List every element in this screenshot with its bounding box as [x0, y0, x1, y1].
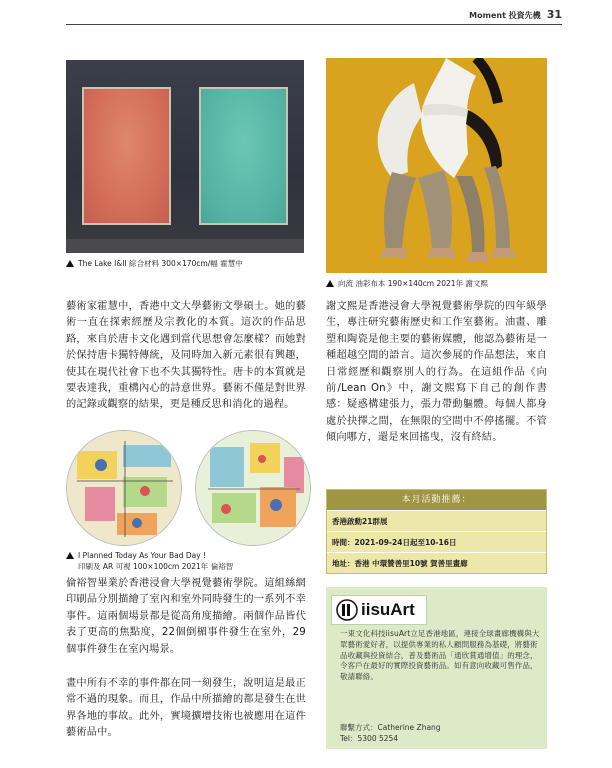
promo-title: 本月活動推薦： — [327, 490, 546, 510]
planned-caption-line2: 印刷及 AR 可視 100×100cm 2021年 倫裕智 — [78, 562, 234, 571]
lake-caption: The Lake I&II 綜合材料 300×170cm/幅 霍慧中 — [66, 259, 243, 269]
planned-caption-line1: I Planned Today As Your Bad Day ! — [66, 551, 206, 561]
contact-tel: Tel：5300 5254 — [340, 734, 399, 743]
article-paragraph-1: 藝術家霍慧中，香港中文大學藝術文學碩士。她的藝術一直在探索經歷及宗教化的本質。這次的作品思路，來自於唐卡文化遇到當代思想會怎麼樣？而她對於保持唐卡獨特傳統，及同時加入新元素很有興趣，使其在現代社會下也不失其獨特性。唐卡的本質就是要表達我，重構內心的詩意世界。藝術不僅是對世界的記錄或觀察的結果，更是種反思和消化的過程。 — [66, 301, 306, 411]
sponsor-description: 一束文化科技iisuArt立足香港地區，連接全球畫廊機構與大眾藝術愛好者，以提供專業的私人顧問服務為基礎，將藝術品收藏與投資結合，普及藝術品「通欣賞通增值」的理念，令客戶在最好的實際投資藝術品。如有意向收藏可售作品，敬請聯絡。 — [340, 629, 540, 682]
page-number: 31 — [546, 8, 562, 21]
teal-panel — [199, 87, 288, 225]
lean-caption: 向流 油彩布本 190×140cm 2021年 謝文熙 — [326, 279, 488, 289]
brand-mark-icon — [336, 599, 358, 621]
planned-outdoor-artwork-image — [195, 430, 311, 546]
triangle-icon — [326, 280, 334, 287]
sponsor-box — [326, 587, 547, 749]
sponsor-contact — [340, 722, 441, 744]
promo-time: 時間：2021-09-24日起至10-16日 — [327, 531, 546, 552]
brand-name: iisuArt — [361, 600, 415, 619]
section-title: Moment 投資先機 — [469, 11, 541, 20]
red-panel — [82, 87, 171, 225]
triangle-icon — [66, 260, 74, 267]
article-paragraph-3: 畫中所有不幸的事件都在同一刻發生，說明這是最正常不過的現象。而且，作品中所描繪的都是發生在世界各地的事故。此外，實境擴增技術也被應用在這件藝術品中。 — [66, 678, 306, 739]
page-header — [469, 8, 562, 21]
event-recommendation-box — [326, 489, 547, 574]
contact-name: 聯繫方式：Catherine Zhang — [340, 723, 441, 732]
bending-figures-illustration — [326, 58, 547, 273]
lean-on-artwork-image — [326, 58, 547, 273]
header-rule — [66, 24, 562, 25]
triangle-icon — [66, 552, 74, 559]
article-paragraph-2: 倫裕智畢業於香港浸會大學視覺藝術學院。這組絲網印刷品分別描繪了室內和室外同時發生的一系列不幸事件。這兩個場景都是從高角度描繪。兩個作品皆代表了更高的焦點度，22個倒楣事件發生在室外，29個事件發生在室內場景。 — [66, 578, 306, 655]
iisuart-logo — [331, 595, 427, 625]
article-paragraph-right: 謝文熙是香港浸會大學視覺藝術學院的四年級學生，專注研究藝術歷史和工作室藝術。油畫、雕塑和陶瓷是他主要的藝術媒體，他認為藝術是一種超越空間的語言。這次參展的作品想法，來自日常經歷和觀察別人的行為。在這組作品《向前/Lean On》中，謝文熙寫下自己的創作書感：疑惑構建張力，張力帶動軀體。每個人都身處於抉擇之間，在無限的空間中不停搖擺。不管傾向哪方，還是來回搖曳，沒有終結。 — [326, 301, 547, 444]
lake-painting-image — [66, 60, 304, 253]
planned-indoor-artwork-image — [66, 430, 182, 546]
promo-venue: 地址：香港 中環贊善里10號 賀善里畫廊 — [327, 552, 546, 573]
gallery-floor — [66, 239, 304, 253]
promo-event: 香港啟動21群展 — [327, 510, 546, 531]
